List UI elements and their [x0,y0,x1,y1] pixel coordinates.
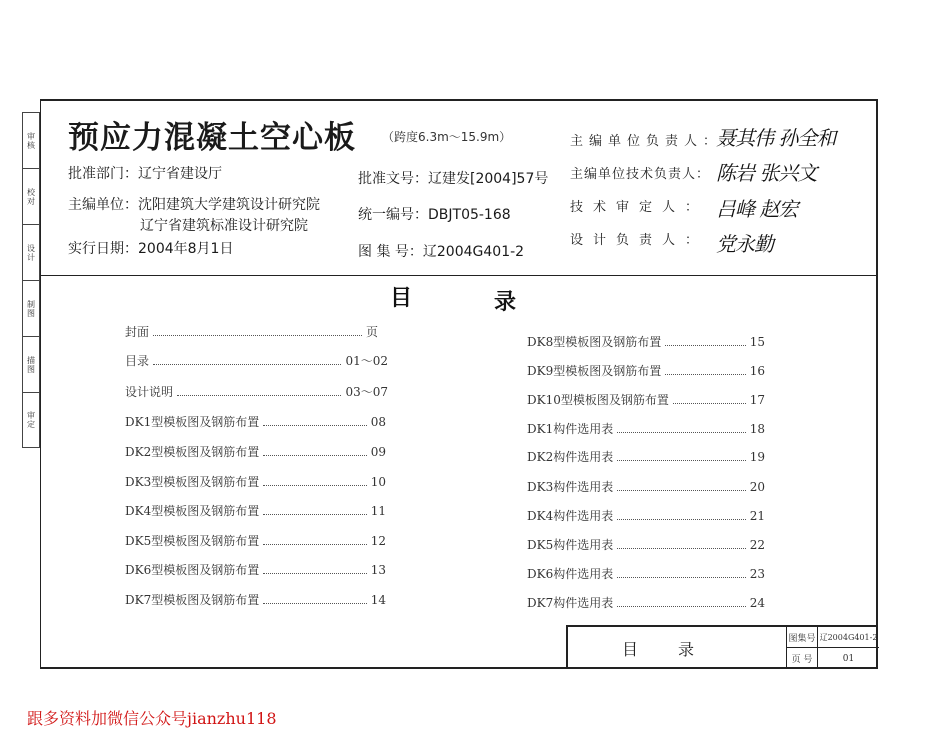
toc-entry-page: 08 [370,415,386,429]
toc-entry-label: DK5型模板图及钢筋布置 [125,534,260,548]
toc-entry-page: 09 [370,445,386,459]
toc-entry [527,391,765,408]
side-cell: 校对 [23,169,39,225]
page-value: 01 [842,653,855,664]
unified-code: 统一编号：DBJT05-168 [358,207,511,223]
toc-entry [527,478,765,495]
toc-entry [125,561,386,578]
toc-entry-page: 13 [370,563,386,577]
atlas-number: 图 集 号：辽2004G401-2 [358,244,525,260]
toc-entry [527,333,765,350]
toc-entry-label: DK6型模板图及钢筋布置 [125,563,260,577]
toc-entry-label: DK3型模板图及钢筋布置 [125,475,260,489]
toc-entry-label: DK7型模板图及钢筋布置 [125,593,260,607]
title-block-title: 目录 [621,639,734,659]
toc-entry-label: 设计说明 [125,385,174,399]
toc-entry [527,536,765,553]
side-cell: 审核 [23,113,39,169]
toc-entry-page: 03～07 [345,385,388,399]
toc-entry-label: DK1型模板图及钢筋布置 [125,415,260,429]
toc-entry [527,448,765,465]
footer-watermark-text: 跟多资料加微信公众号jianzhu118 [27,709,277,728]
role-label: 主编单位负责人： [570,134,723,149]
toc-entry-page: 10 [370,475,386,489]
toc-entry-page: 19 [749,450,765,464]
toc-entry [527,594,765,611]
toc-entry-label: 封面 [125,325,150,339]
side-cell: 设计 [23,225,39,281]
editor-unit-2: 辽宁省建筑标准设计研究院 [140,218,308,234]
toc-entry-label: DK2构件选用表 [527,450,614,464]
toc-entry-label: DK1构件选用表 [527,422,614,436]
toc-entry [527,507,765,524]
toc-entry-page: 11 [370,504,386,518]
toc-entry-page: 16 [749,364,765,378]
toc-entry-page: 21 [749,509,765,523]
toc-entry [125,532,386,549]
toc-entry [125,502,386,519]
span-range: （跨度6.3m～15.9m） [382,130,512,144]
toc-entry-label: DK3构件选用表 [527,480,614,494]
toc-entry-page: 14 [370,593,386,607]
side-signature-strip [22,112,40,448]
approval-doc: 批准文号：辽建发[2004]57号 [358,171,549,187]
toc-entry-label: DK4构件选用表 [527,509,614,523]
toc-entry [125,352,388,369]
toc-entry-label: DK2型模板图及钢筋布置 [125,445,260,459]
toc-entry [527,362,765,379]
toc-entry-page: 01～02 [345,354,388,368]
toc-entry [527,565,765,582]
toc-entry [125,323,378,340]
side-cell: 制图 [23,281,39,337]
toc-entry-label: DK4型模板图及钢筋布置 [125,504,260,518]
document-title: 预应力混凝土空心板 [68,120,356,156]
toc-entry [125,473,386,490]
toc-entry-label: DK5构件选用表 [527,538,614,552]
toc-entry-page: 17 [749,393,765,407]
effective-date: 实行日期：2004年8月1日 [68,241,234,257]
toc-entry-page: 20 [749,480,765,494]
side-cell: 描图 [23,337,39,393]
toc-entry-label: DK9型模板图及钢筋布置 [527,364,662,378]
toc-entry-page: 15 [749,335,765,349]
toc-heading-left: 目 [390,286,413,311]
role-label: 主编单位技术负责人： [570,167,711,182]
signature: 吕峰 赵宏 [716,197,798,221]
toc-entry-label: DK8型模板图及钢筋布置 [527,335,662,349]
toc-entry-page: 23 [749,567,765,581]
toc-entry-page: 22 [749,538,765,552]
toc-entry-label: 目录 [125,354,150,368]
toc-heading-right: 录 [494,290,517,315]
atlas-label: 图集号 [787,627,818,648]
toc-entry [125,383,388,400]
role-label: 设计负责人： [570,233,709,248]
page-label: 页 号 [787,648,818,669]
toc-entry [527,420,765,437]
signature: 陈岩 张兴文 [716,161,817,185]
toc-entry-page: 12 [370,534,386,548]
toc-entry-page: 18 [749,422,765,436]
signature: 党永勤 [716,232,773,256]
toc-entry-label: DK6构件选用表 [527,567,614,581]
toc-entry-label: DK10型模板图及钢筋布置 [527,393,669,407]
toc-entry-label: DK7构件选用表 [527,596,614,610]
toc-entry-page: 页 [365,325,378,339]
toc-entry [125,591,386,608]
title-block [566,625,878,669]
toc-entry-page: 24 [749,596,765,610]
atlas-value: 辽2004G401-2 [818,627,879,648]
toc-entry [125,413,386,430]
signature: 聂其伟 孙全和 [716,126,836,150]
approval-dept: 批准部门：辽宁省建设厅 [68,166,222,182]
role-label: 技术审定人： [570,200,709,215]
toc-entry [125,443,386,460]
editor-unit-1: 主编单位：沈阳建筑大学建筑设计研究院 [68,197,320,213]
side-cell: 审定 [26,411,36,429]
title-block-grid [786,627,879,669]
header-divider [40,275,878,276]
